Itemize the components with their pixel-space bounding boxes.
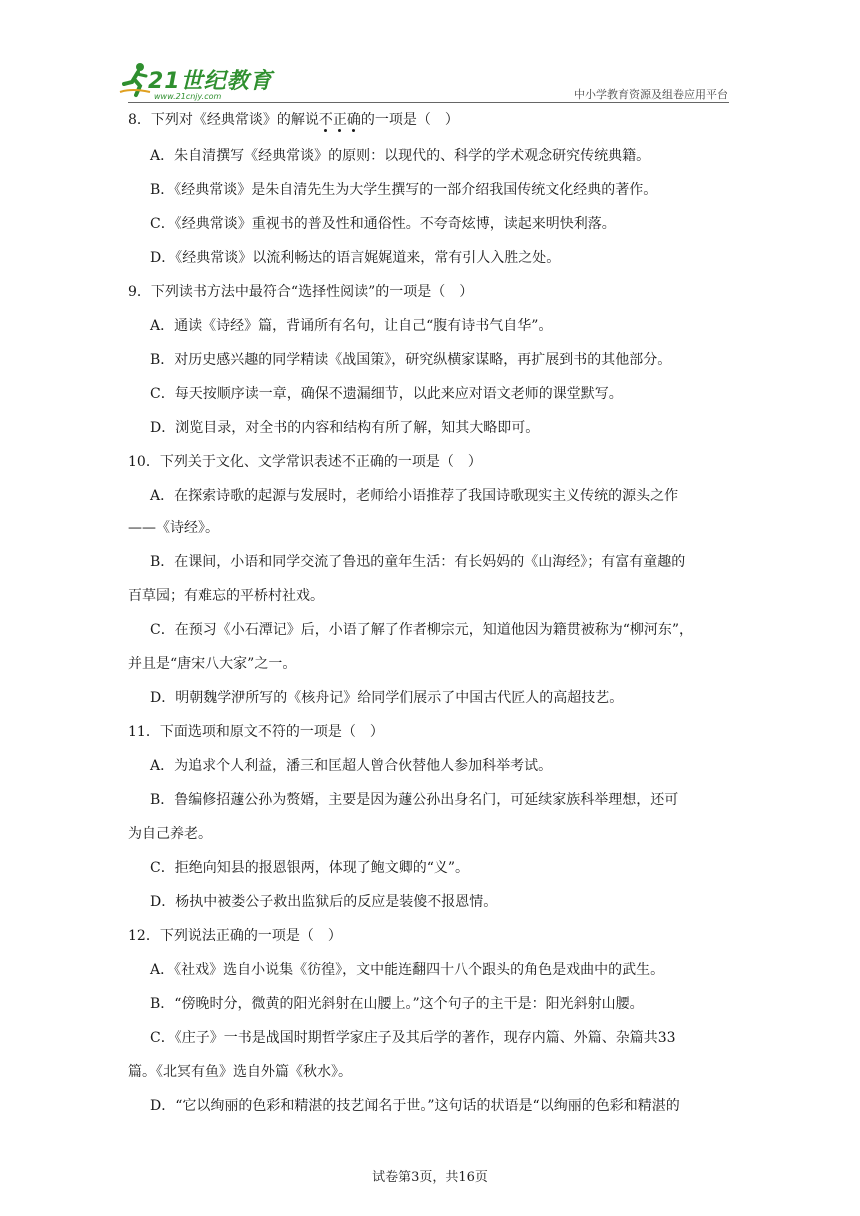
answer-option: B．“傍晚时分，微黄的阳光斜射在山腰上。”这个句子的主干是：阳光斜射山腰。 <box>150 996 644 1012</box>
header-divider <box>128 102 729 103</box>
answer-option: D．“它以绚丽的色彩和精湛的技艺闻名于世。”这句话的状语是“以绚丽的色彩和精湛的 <box>150 1098 680 1114</box>
logo-brand: 21世纪教育 <box>148 69 273 94</box>
answer-option: C．拒绝向知县的报恩银两，体现了鲍文卿的“义”。 <box>150 860 470 876</box>
answer-option: A．通读《诗经》篇，背诵所有名句，让自己“腹有诗书气自华”。 <box>150 318 553 334</box>
page-header <box>0 0 860 112</box>
logo-url: www.21cnjy.com <box>154 92 222 101</box>
answer-option: D．明朝魏学洢所写的《核舟记》给同学们展示了中国古代匠人的高超技艺。 <box>150 690 624 706</box>
logo <box>118 62 278 104</box>
answer-option: A．《社戏》选自小说集《彷徨》，文中能连翻四十八个跟头的角色是戏曲中的武生。 <box>150 962 665 978</box>
question-stem: 9．下列读书方法中最符合“选择性阅读”的一项是（ ） <box>128 284 474 300</box>
answer-option-continued: ——《诗经》。 <box>128 520 219 536</box>
answer-option: D．浏览目录，对全书的内容和结构有所了解，知其大略即可。 <box>150 420 540 436</box>
question-stem: 12．下列说法正确的一项是（ ） <box>128 928 342 944</box>
answer-option-continued: 篇。《北冥有鱼》选自外篇《秋水》。 <box>128 1064 352 1080</box>
answer-option: C．《经典常谈》重视书的普及性和通俗性。不夸奇炫博，读起来明快利落。 <box>150 216 616 232</box>
answer-option-continued: 并且是“唐宋八大家”之一。 <box>128 656 297 672</box>
answer-option: B．在课间，小语和同学交流了鲁迅的童年生活：有长妈妈的《山海经》；有富有童趣的 <box>150 554 686 570</box>
question-stem: 8．下列对《经典常谈》的解说不正确的一项是（ ） <box>128 112 459 128</box>
answer-option: B．鲁编修招蘧公孙为赘婿，主要是因为蘧公孙出身名门，可延续家族科举理想，还可 <box>150 792 679 808</box>
emphasis-text: 不正确 <box>318 112 361 128</box>
answer-option: C．在预习《小石潭记》后，小语了解了作者柳宗元，知道他因为籍贯被称为“柳河东”， <box>150 622 694 638</box>
question-stem: 10．下列关于文化、文学常识表述不正确的一项是（ ） <box>128 454 482 470</box>
answer-option: D．杨执中被娄公子救出监狱后的反应是装傻不报恩情。 <box>150 894 498 910</box>
runner-icon <box>118 62 152 98</box>
page-footer: 试卷第3页，共16页 <box>372 1170 488 1185</box>
platform-name: 中小学教育资源及组卷应用平台 <box>574 88 728 101</box>
answer-option: C．《庄子》一书是战国时期哲学家庄子及其后学的著作，现存内篇、外篇、杂篇共33 <box>150 1030 676 1046</box>
answer-option: A．为追求个人利益，潘三和匡超人曾合伙替他人参加科举考试。 <box>150 758 553 774</box>
answer-option: B．对历史感兴趣的同学精读《战国策》，研究纵横家谋略，再扩展到书的其他部分。 <box>150 352 672 368</box>
answer-option: C．每天按顺序读一章，确保不遗漏细节，以此来应对语文老师的课堂默写。 <box>150 386 623 402</box>
answer-option: A．在探索诗歌的起源与发展时，老师给小语推荐了我国诗歌现实主义传统的源头之作 <box>150 488 679 504</box>
question-stem: 11．下面选项和原文不符的一项是（ ） <box>128 724 384 740</box>
answer-option: A．朱自清撰写《经典常谈》的原则：以现代的、科学的学术观念研究传统典籍。 <box>150 148 651 164</box>
answer-option-continued: 为自己养老。 <box>128 826 212 842</box>
answer-option: B．《经典常谈》是朱自清先生为大学生撰写的一部介绍我国传统文化经典的著作。 <box>150 182 658 198</box>
answer-option-continued: 百草园；有难忘的平桥村社戏。 <box>128 588 324 604</box>
answer-option: D．《经典常谈》以流利畅达的语言娓娓道来，常有引人入胜之处。 <box>150 250 561 266</box>
